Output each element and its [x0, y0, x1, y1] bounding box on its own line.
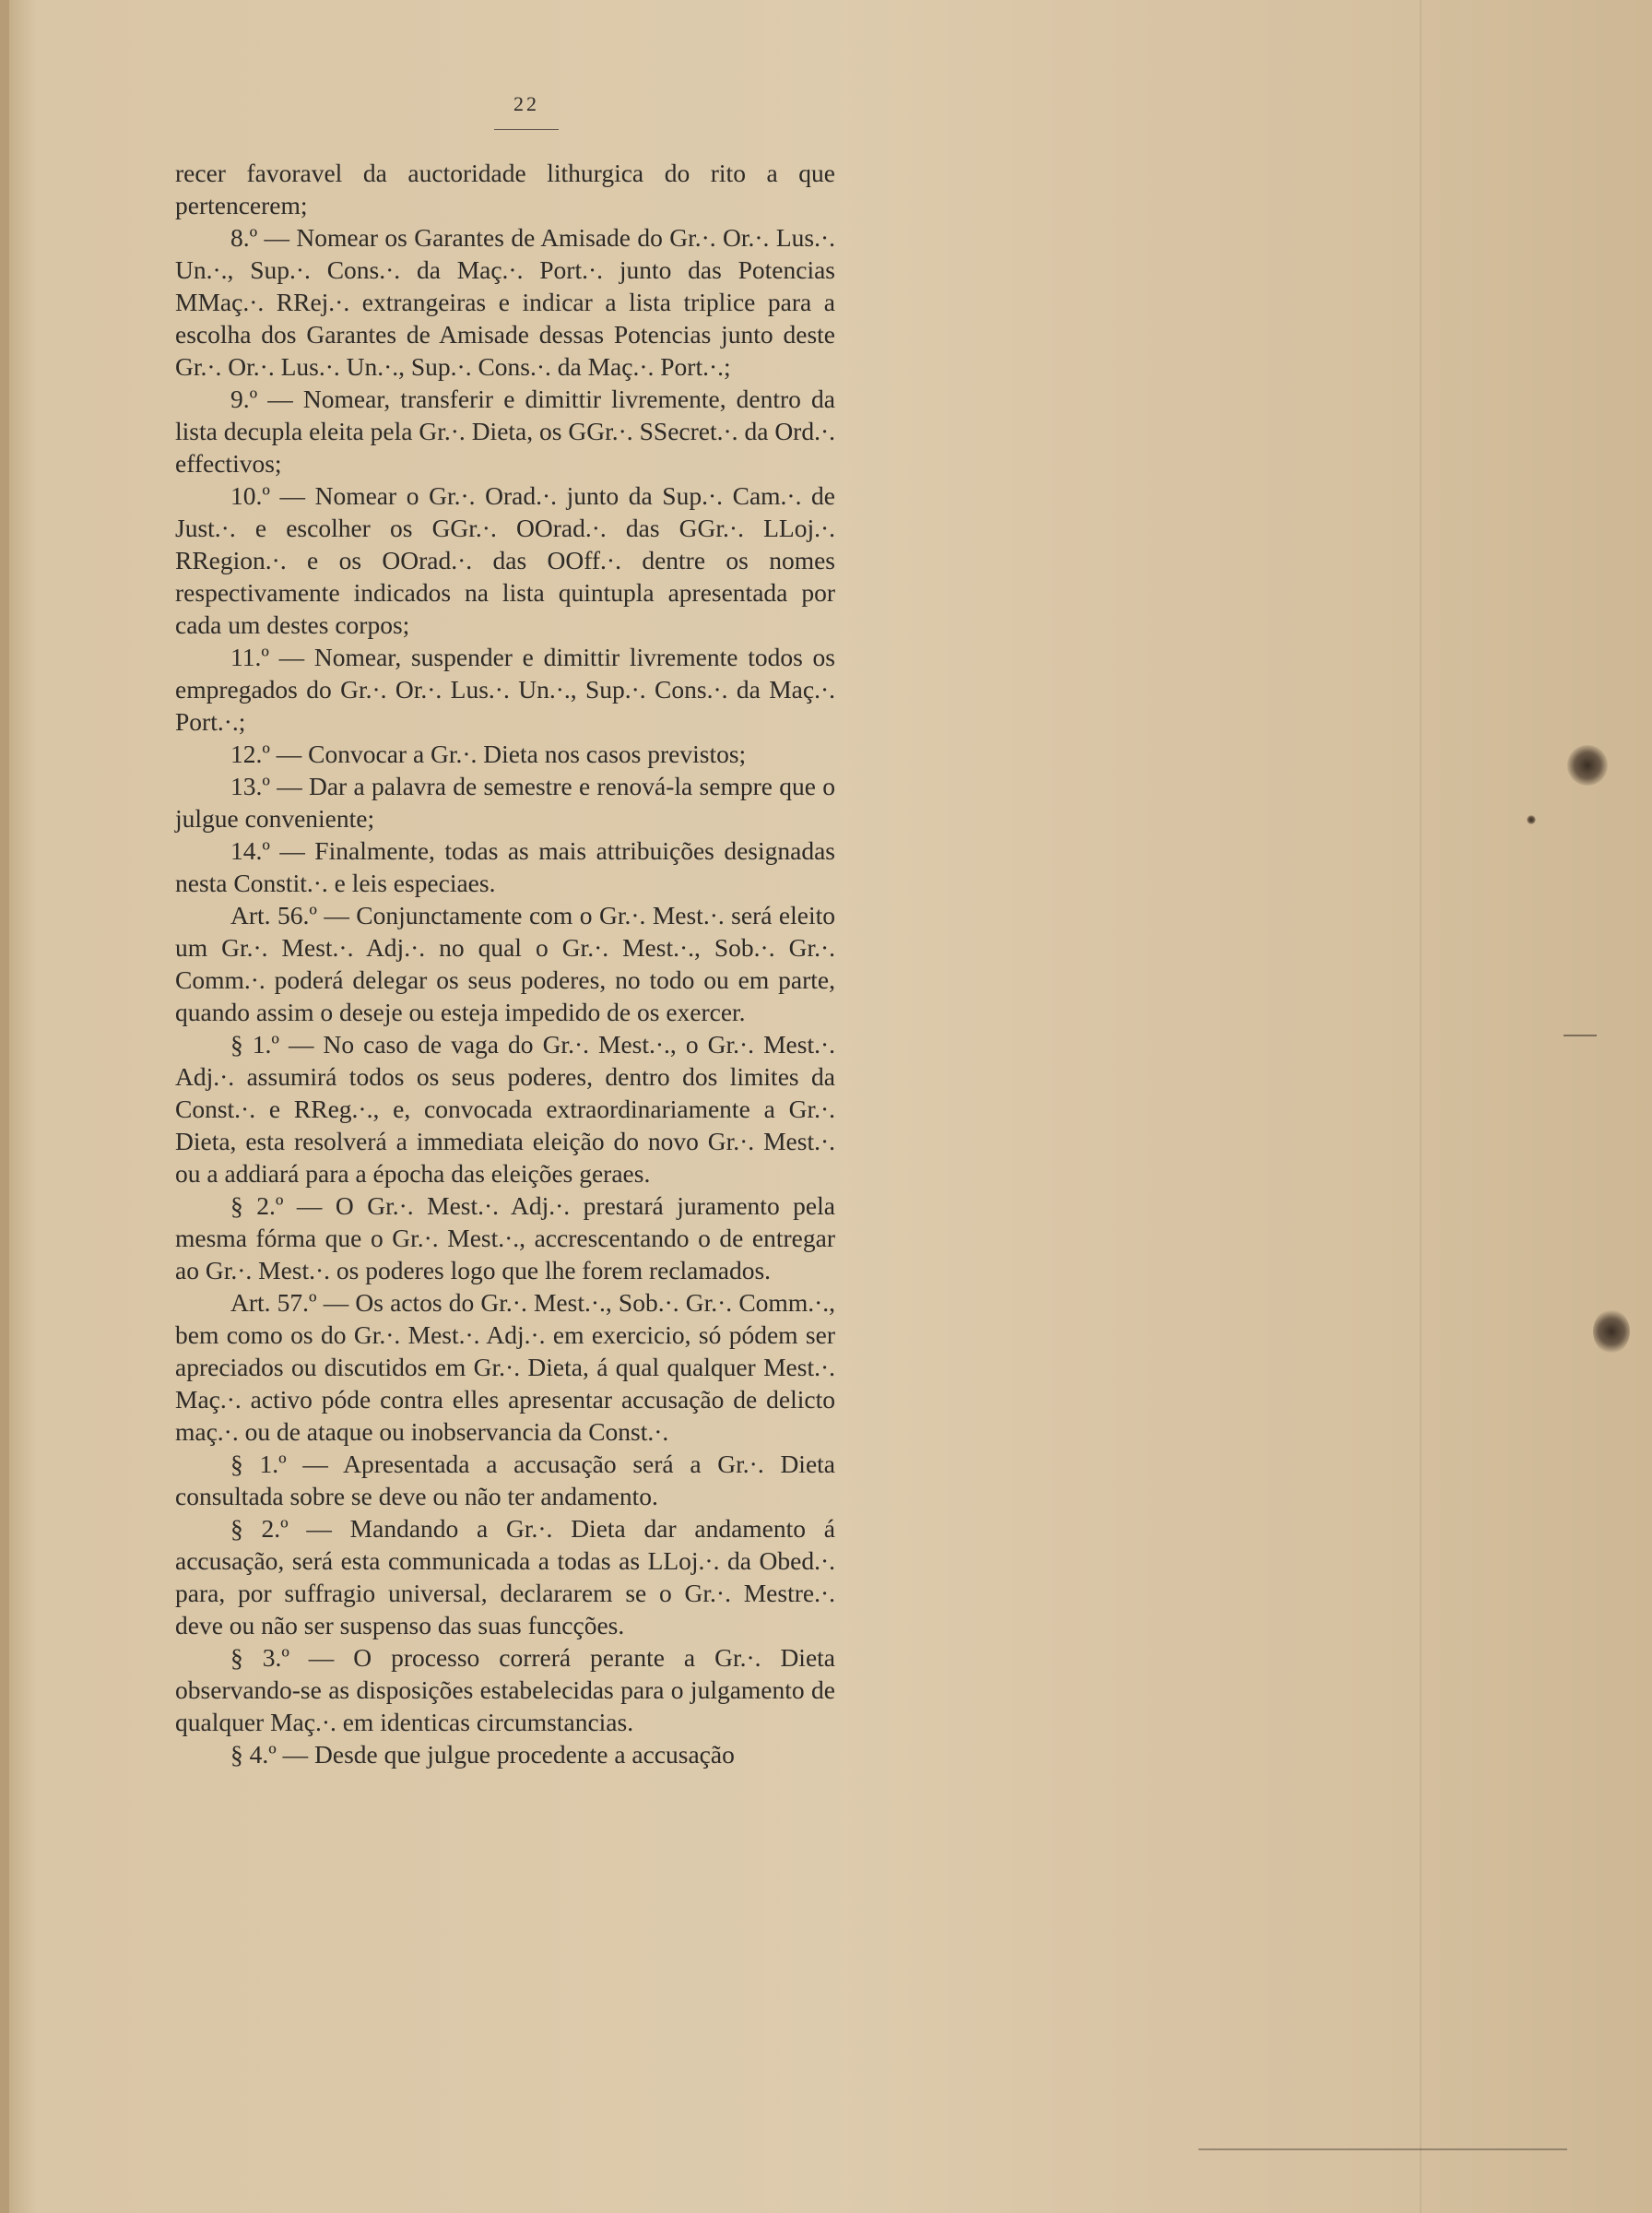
page-left-edge: [0, 0, 9, 2213]
paragraph: 9.º — Nomear, transferir e dimittir livremente, dentro da lista decupla eleita pela Gr.·. Dieta, os GGr.·. SSecret.·. da Ord.·. effectivos;: [175, 385, 835, 478]
body-text: [175, 157, 835, 1770]
header-rule: [494, 129, 559, 130]
paragraph: 8.º — Nomear os Garantes de Amisade do Gr.·. Or.·. Lus.·. Un.·., Sup.·. Cons.·. da Maç.·. Port.·. junto das Potencias MMaç.·. RRej.·. extrangeiras e indicar a lista triplice para a escolha dos Garantes de Amisade dessas Potencias junto deste Gr.·. Or.·. Lus.·. Un.·., Sup.·. Cons.·. da Maç.·. Port.·.;: [175, 223, 835, 381]
stain-spot: [1567, 745, 1608, 786]
paragraph: § 2.º — Mandando a Gr.·. Dieta dar andamento á accusação, será esta communicada a todas as LLoj.·. da Obed.·. para, por suffragio universal, declararem se o Gr.·. Mestre.·. deve ou não ser suspenso das suas funcções.: [175, 1514, 835, 1639]
paragraph: 12.º — Convocar a Gr.·. Dieta nos casos previstos;: [230, 740, 747, 768]
paragraph: § 3.º — O processo correrá perante a Gr.·. Dieta observando-se as disposições estabelecidas para o julgamento de qualquer Maç.·. em identicas circumstancias.: [175, 1643, 835, 1736]
paragraph: Art. 57.º — Os actos do Gr.·. Mest.·., Sob.·. Gr.·. Comm.·., bem como os do Gr.·. Mest.·. Adj.·. em exercicio, só pódem ser apreciados ou discutidos em Gr.·. Dieta, á qual qualquer Mest.·. Maç.·. activo póde contra elles apresentar accusação de delicto maç.·. ou de ataque ou inobservancia da Const.·.: [175, 1288, 835, 1446]
paragraph: § 4.º — Desde que julgue procedente a accusação: [230, 1740, 735, 1769]
ink-mark: [1564, 1035, 1597, 1036]
paragraph: 10.º — Nomear o Gr.·. Orad.·. junto da Sup.·. Cam.·. de Just.·. e escolher os GGr.·. OOrad.·. das GGr.·. LLoj.·. RRegion.·. e os OOrad.·. das OOff.·. dentre os nomes respectivamente indicados na lista quintupla apresentada por cada um destes corpos;: [175, 481, 835, 639]
paragraph: 14.º — Finalmente, todas as mais attribuições designadas nesta Constit.·. e leis especiaes.: [175, 836, 835, 897]
page-fold-line: [1420, 0, 1422, 2213]
paragraph: Art. 56.º — Conjunctamente com o Gr.·. Mest.·. será eleito um Gr.·. Mest.·. Adj.·. no qual o Gr.·. Mest.·., Sob.·. Gr.·. Comm.·. poderá delegar os seus poderes, no todo ou em parte, quando assim o deseje ou esteja impedido de os exercer.: [175, 901, 835, 1026]
paragraph: § 2.º — O Gr.·. Mest.·. Adj.·. prestará juramento pela mesma fórma que o Gr.·. Mest.·., accrescentando o de entregar ao Gr.·. Mest.·. os poderes logo que lhe forem reclamados.: [175, 1191, 835, 1284]
paragraph: 13.º — Dar a palavra de semestre e renová-la sempre que o julgue conveniente;: [175, 772, 835, 833]
page-number: 22: [513, 92, 539, 115]
stain-spot: [1593, 1309, 1630, 1354]
paragraph: 11.º — Nomear, suspender e dimittir livremente todos os empregados do Gr.·. Or.·. Lus.·. Un.·., Sup.·. Cons.·. da Maç.·. Port.·.;: [175, 643, 835, 736]
paragraph: § 1.º — No caso de vaga do Gr.·. Mest.·., o Gr.·. Mest.·. Adj.·. assumirá todos os seus poderes, dentro dos limites da Const.·. e RReg.·., e, convocada extraordinariamente a Gr.·. Dieta, esta resolverá a immediata eleição do novo Gr.·. Mest.·. ou a addiará para a épocha das eleições geraes.: [175, 1030, 835, 1188]
paragraph: recer favoravel da auctoridade lithurgica do rito a que pertencerem;: [175, 159, 835, 219]
stain-spot: [1527, 815, 1536, 824]
paper-crease: [1198, 2148, 1567, 2150]
paragraph: § 1.º — Apresentada a accusação será a Gr.·. Dieta consultada sobre se deve ou não ter andamento.: [175, 1450, 835, 1510]
